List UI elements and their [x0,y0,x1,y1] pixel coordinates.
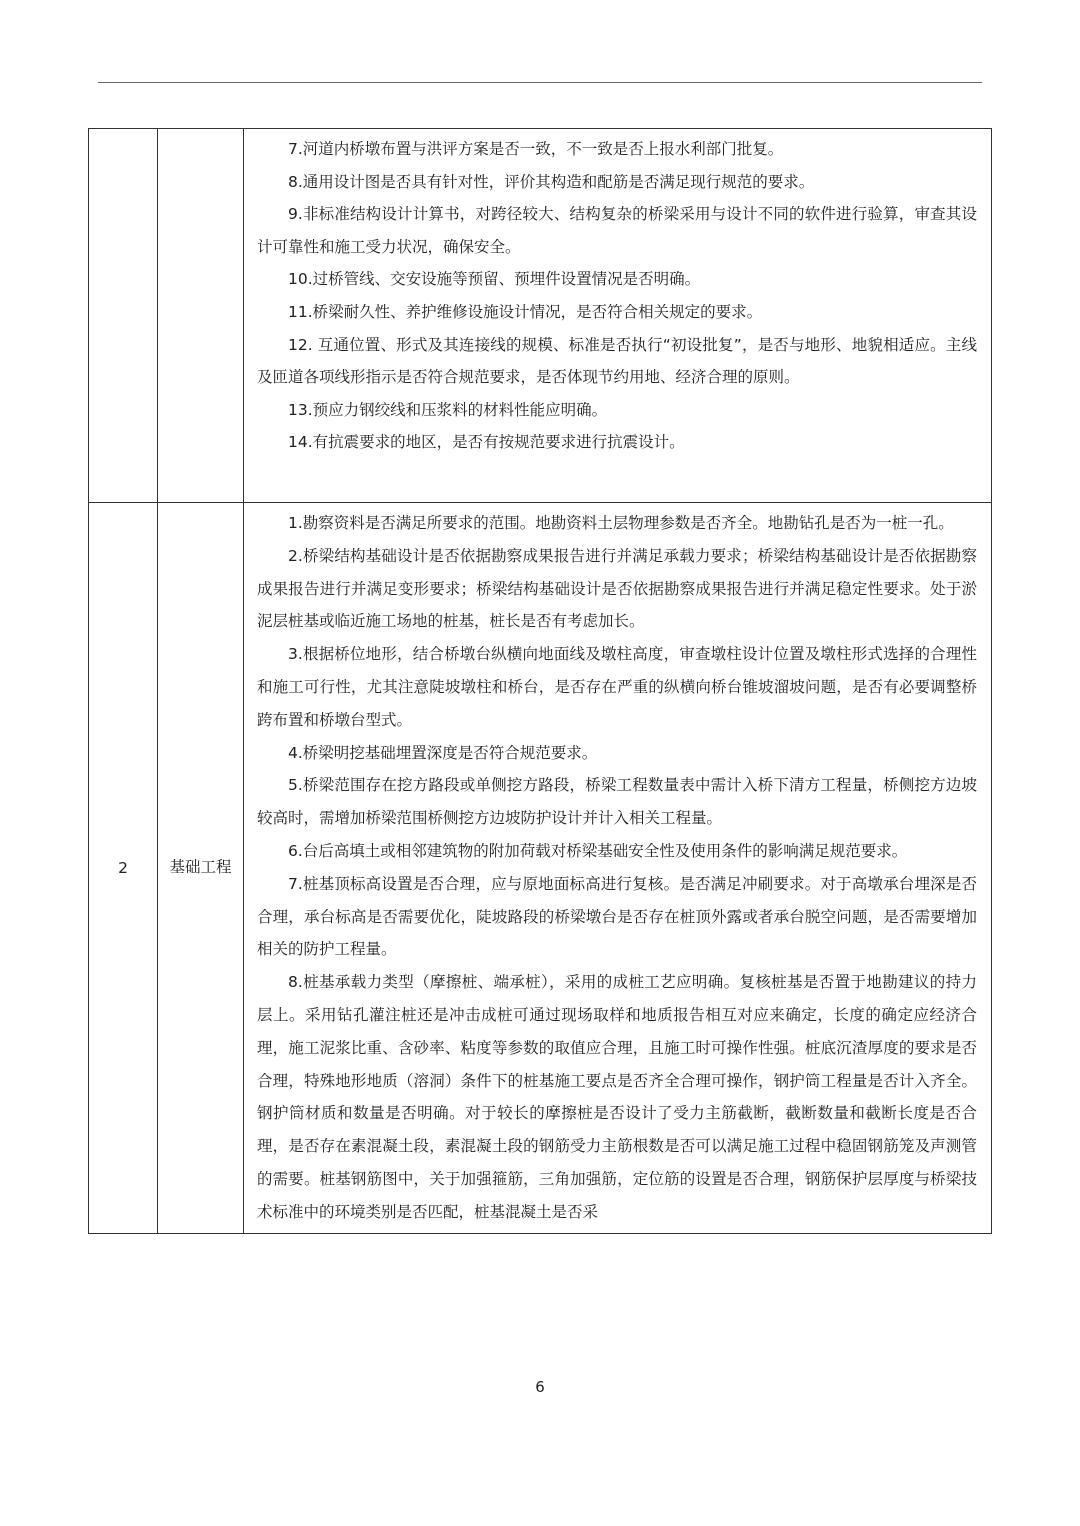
list-item: 9.非标准结构设计计算书，对跨径较大、结构复杂的桥梁采用与设计不同的软件进行验算，审查其设计可靠性和施工受力状况，确保安全。 [257,205,977,256]
list-item: 3.根据桥位地形，结合桥墩台纵横向地面线及墩柱高度，审查墩柱设计位置及墩柱形式选择的合理性和施工可行性，尤其注意陡坡墩柱和桥台，是否存在严重的纵横向桥台锥坡溜坡问题，是否有必要调整桥跨布置和桥墩台型式。 [257,645,977,729]
list-item: 11.桥梁耐久性、养护维修设施设计情况，是否符合相关规定的要求。 [288,302,763,321]
list-item: 12. 互通位置、形式及其连接线的规模、标准是否执行“初设批复”，是否与地形、地貌相适应。主线及匝道各项线形指示是否符合规范要求，是否体现节约用地、经济合理的原则。 [257,335,977,387]
table-row [89,129,992,503]
row-number-cell [89,129,158,503]
list-item: 7.河道内桥墩布置与洪评方案是否一致，不一致是否上报水利部门批复。 [288,140,784,158]
row-number-cell: 2 [89,503,158,1234]
list-item: 10.过桥管线、交安设施等预留、预埋件设置情况是否明确。 [288,270,701,289]
list-item: 8.通用设计图是否具有针对性，评价其构造和配筋是否满足现行规范的要求。 [288,172,815,191]
list-item: 1.勘察资料是否满足所要求的范围。地勘资料土层物理参数是否齐全。地勘钻孔是否为一桩一孔。 [288,514,954,532]
list-item: 4.桥梁明挖基础埋置深度是否符合规范要求。 [288,743,598,762]
table-row [89,503,992,1234]
list-item: 5.桥梁范围存在挖方路段或单侧挖方路段，桥梁工程数量表中需计入桥下清方工程量，桥侧挖方边坡较高时，需增加桥梁范围桥侧挖方边坡防护设计并计入相关工程量。 [257,776,977,828]
category-label: 基础工程 [169,858,232,877]
list-item: 7.桩基顶标高设置是否合理，应与原地面标高进行复核。是否满足冲刷要求。对于高墩承台埋深是否合理，承台标高是否需要优化，陡坡路段的桥梁墩台是否存在桩顶外露或者承台脱空问题，是否需要增加相关的防护工程量。 [257,874,977,959]
items-cell [244,129,992,503]
list-item: 14.有抗震要求的地区，是否有按规范要求进行抗震设计。 [288,433,685,452]
items-cell [244,503,992,1234]
list-item: 2.桥梁结构基础设计是否依据勘察成果报告进行并满足承载力要求；桥梁结构基础设计是否依据勘察成果报告进行并满足变形要求；桥梁结构基础设计是否依据勘察成果报告进行并满足稳定性要求。处于淤泥层桩基或临近施工场地的桩基，桩长是否有考虑加长。 [257,546,977,631]
header-rule [98,82,982,83]
list-item: 6.台后高填土或相邻建筑物的附加荷载对桥梁基础安全性及使用条件的影响满足规范要求。 [288,841,908,860]
page-number: 6 [535,1378,545,1396]
list-item: 13.预应力钢绞线和压浆料的材料性能应明确。 [288,400,608,419]
list-item: 8.桩基承载力类型（摩擦桩、端承桩），采用的成桩工艺应明确。复核桩基是否置于地勘建议的持力层上。采用钻孔灌注桩还是冲击成桩可通过现场取样和地质报告相互对应来确定，长度的确定应经济合理，施工泥浆比重、含砂率、粘度等参数的取值应合理，且施工时可操作性强。桩底沉渣厚度的要求是否合理，特殊地形地质（溶洞）条件下的桩基施工要点是否齐全合理可操作，钢护筒工程量是否计入齐全。钢护筒材质和数量是否明确。对于较长的摩擦桩是否设计了受力主筋截断，截断数量和截断长度是否合理，是否存在素混凝土段，素混凝土段的钢筋受力主筋根数是否可以满足施工过程中稳固钢筋笼及声测管的需要。桩基钢筋图中，关于加强箍筋，三角加强筋，定位筋的设置是否合理，钢筋保护层厚度与桥梁技术标准中的环境类别是否匹配，桩基混凝土是否采 [257,973,977,1221]
category-cell [158,129,244,503]
category-cell [158,503,244,1234]
review-table [88,128,992,1234]
